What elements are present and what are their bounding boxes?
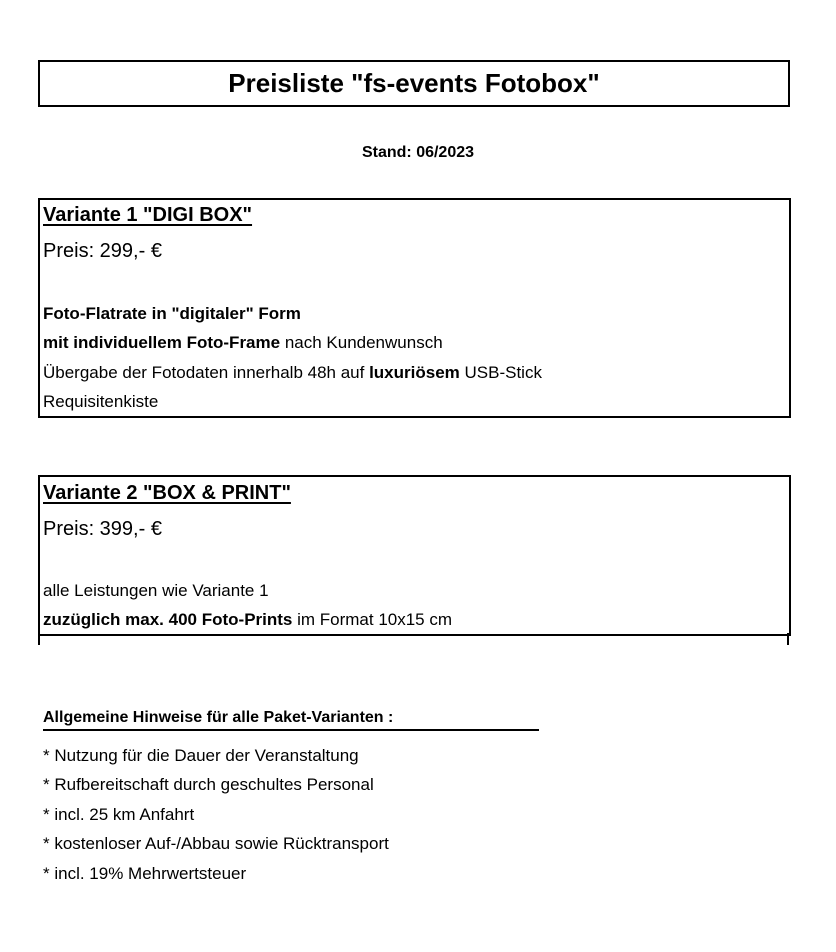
border-stub [787, 633, 789, 645]
bold-text: luxuriösem [369, 363, 460, 382]
variant-1-feature: Requisitenkiste [43, 392, 159, 411]
variant-2-price: Preis: 399,- € [43, 518, 162, 540]
note-item: * incl. 19% Mehrwertsteuer [43, 864, 247, 883]
variant-1-price: Preis: 299,- € [43, 240, 162, 262]
bold-text: zuzüglich max. 400 Foto-Prints [43, 610, 293, 629]
date-stamp: Stand: 06/2023 [361, 144, 475, 161]
text: nach Kundenwunsch [280, 333, 443, 352]
text: Übergabe der Fotodaten innerhalb 48h auf [43, 363, 370, 382]
variant-1-feature: Foto-Flatrate in "digitaler" Form [43, 304, 301, 323]
variant-1-feature [43, 332, 443, 354]
note-item: * Rufbereitschaft durch geschultes Personal [43, 775, 374, 794]
note-item: * Nutzung für die Dauer der Veranstaltung [43, 746, 359, 765]
note-item: * kostenloser Auf-/Abbau sowie Rücktransport [43, 834, 389, 853]
variant-2-feature: alle Leistungen wie Variante 1 [43, 581, 269, 600]
notes-heading: Allgemeine Hinweise für alle Paket-Varianten : [43, 709, 539, 731]
variant-2-feature [43, 609, 452, 631]
text: USB-Stick [459, 363, 542, 382]
variant-1-feature [43, 362, 542, 384]
page-title: Preisliste "fs-events Fotobox" [38, 60, 790, 107]
note-item: * incl. 25 km Anfahrt [43, 805, 195, 824]
text: im Format 10x15 cm [292, 610, 453, 629]
variant-2-heading: Variante 2 "BOX & PRINT" [43, 482, 291, 504]
border-stub [38, 633, 40, 645]
bold-text: mit individuellem Foto-Frame [43, 333, 281, 352]
variant-1-heading: Variante 1 "DIGI BOX" [43, 204, 253, 226]
